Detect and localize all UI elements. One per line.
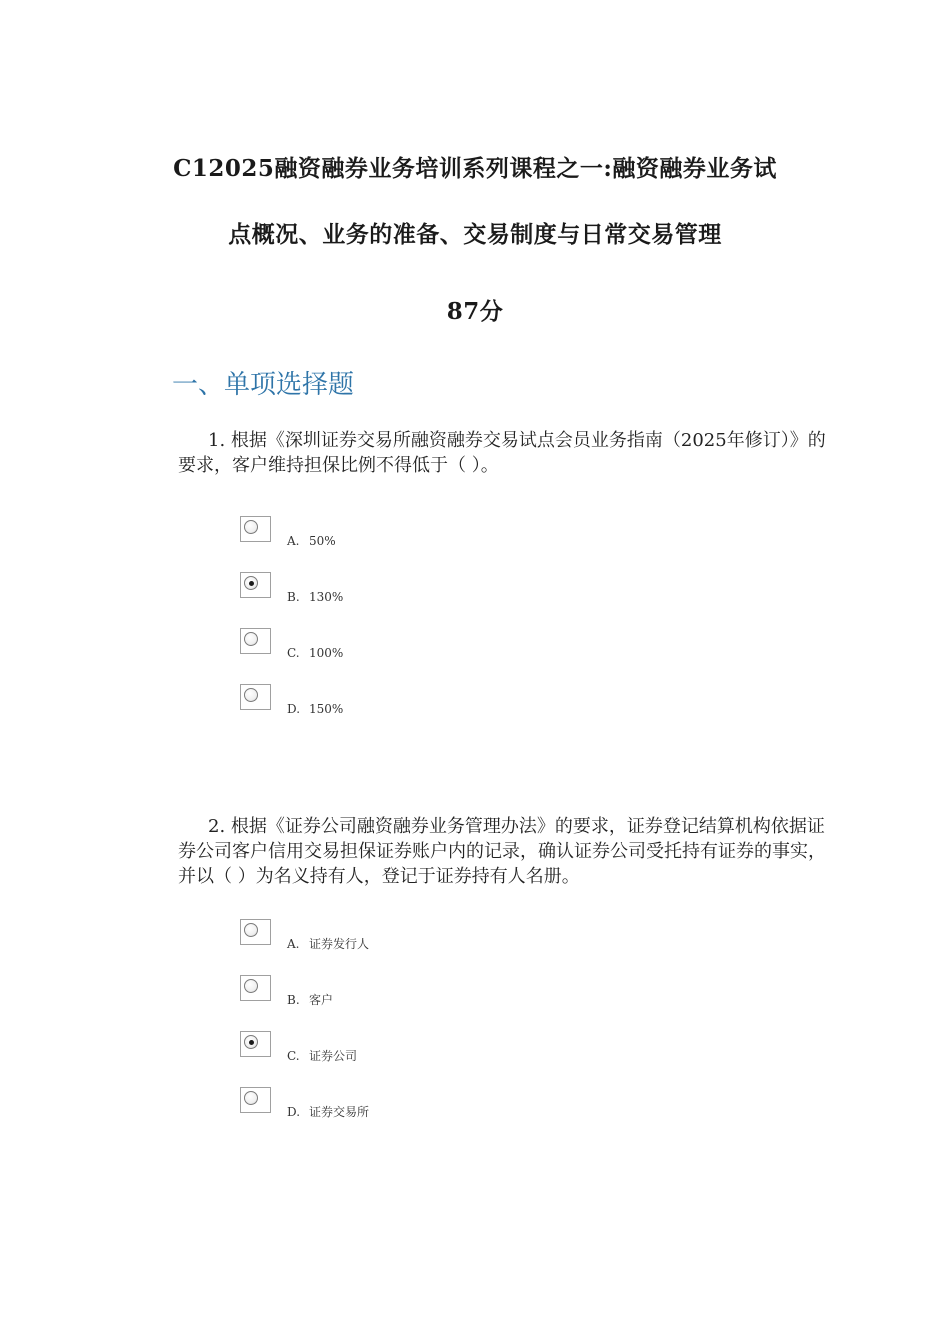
option-letter: B. bbox=[287, 993, 300, 1007]
option-letter: D. bbox=[287, 1105, 301, 1119]
option-list bbox=[178, 516, 828, 740]
document-title-line-2: 点概况、业务的准备、交易制度与日常交易管理 bbox=[228, 221, 722, 248]
option-text: 证券公司 bbox=[309, 1049, 358, 1063]
option-c[interactable] bbox=[178, 628, 828, 684]
option-text: 证券发行人 bbox=[309, 937, 370, 951]
option-text: 50% bbox=[309, 534, 336, 548]
score: 87分 bbox=[446, 298, 504, 325]
section-heading: 一、单项选择题 bbox=[172, 370, 355, 400]
option-text: 100% bbox=[309, 646, 344, 660]
radio-selected-icon[interactable] bbox=[240, 1031, 271, 1057]
radio-unselected-icon[interactable] bbox=[240, 975, 271, 1001]
option-letter: C. bbox=[287, 646, 300, 660]
option-list bbox=[178, 919, 828, 1143]
question-2 bbox=[178, 814, 828, 1143]
option-text: 证券交易所 bbox=[309, 1105, 370, 1119]
option-letter: A. bbox=[287, 937, 300, 951]
option-b[interactable] bbox=[178, 975, 828, 1031]
option-letter: C. bbox=[287, 1049, 300, 1063]
option-text: 客户 bbox=[309, 993, 334, 1007]
option-a[interactable] bbox=[178, 516, 828, 572]
option-c[interactable] bbox=[178, 1031, 828, 1087]
option-d[interactable] bbox=[178, 684, 828, 740]
question-text: 2. 根据《证券公司融资融券业务管理办法》的要求，证券登记结算机构依据证券公司客户信用交易担保证券账户内的记录，确认证券公司受托持有证券的事实，并以（ ）为名义持有人，登记于证券持有人名册。 bbox=[178, 816, 826, 887]
radio-selected-icon[interactable] bbox=[240, 572, 271, 598]
question-text: 1. 根据《深圳证券交易所融资融券交易试点会员业务指南（2025年修订）》的要求，客户维持担保比例不得低于（ ）。 bbox=[178, 430, 826, 476]
radio-unselected-icon[interactable] bbox=[240, 516, 271, 542]
option-b[interactable] bbox=[178, 572, 828, 628]
radio-unselected-icon[interactable] bbox=[240, 684, 271, 710]
radio-unselected-icon[interactable] bbox=[240, 919, 271, 945]
option-letter: D. bbox=[287, 702, 301, 716]
option-letter: A. bbox=[287, 534, 300, 548]
option-d[interactable] bbox=[178, 1087, 828, 1143]
option-text: 150% bbox=[309, 702, 344, 716]
question-1 bbox=[178, 428, 828, 740]
document-title-line-1: C12025融资融券业务培训系列课程之一:融资融券业务试 bbox=[173, 155, 777, 182]
radio-unselected-icon[interactable] bbox=[240, 1087, 271, 1113]
option-text: 130% bbox=[309, 590, 344, 604]
radio-unselected-icon[interactable] bbox=[240, 628, 271, 654]
option-a[interactable] bbox=[178, 919, 828, 975]
option-letter: B. bbox=[287, 590, 300, 604]
